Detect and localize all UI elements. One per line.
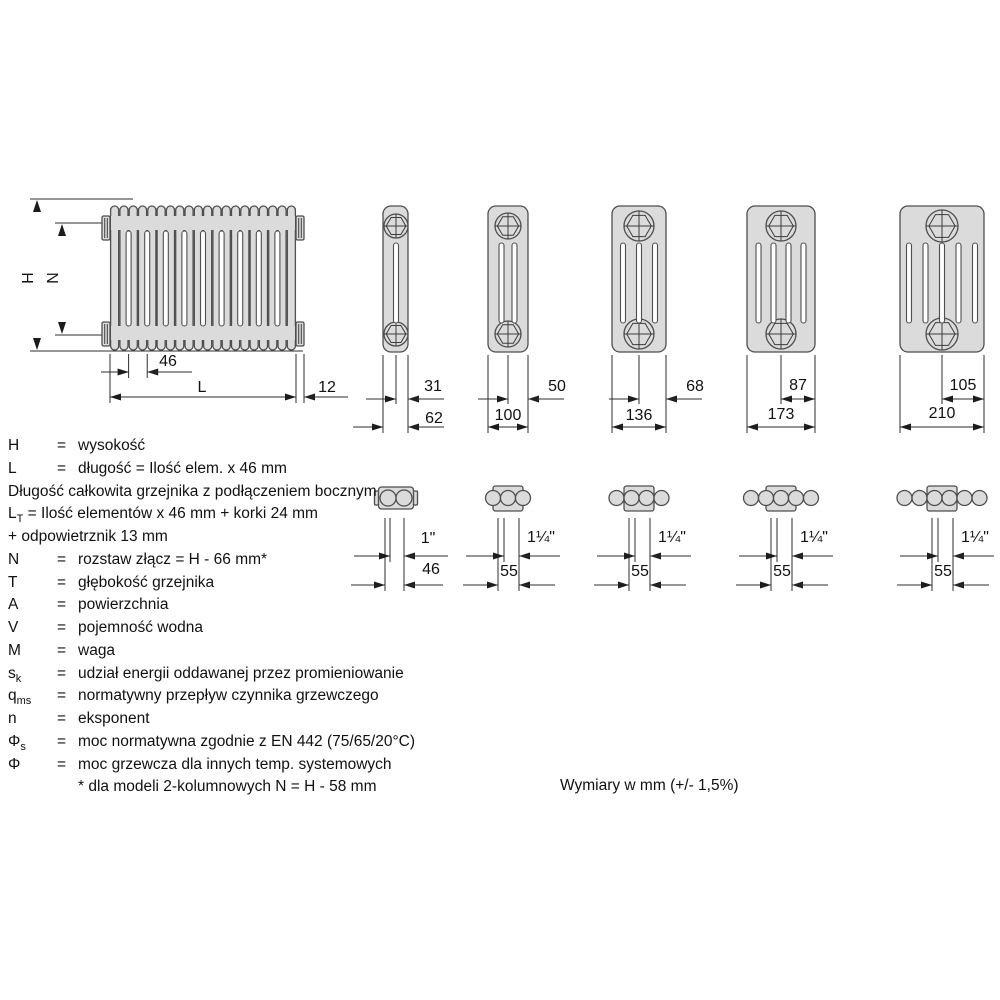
legend-text: waga: [78, 641, 116, 659]
legend-row: [8, 596, 488, 619]
top-connection-dim-3: 1¼": [800, 529, 828, 546]
legend-row: [8, 505, 488, 528]
side-depth-dim-1: 100: [494, 407, 522, 424]
side-view-1: [478, 206, 564, 433]
side-half-depth-dim-0: 31: [424, 378, 442, 395]
legend-text: długość = Ilość elem. x 46 mm: [78, 459, 287, 477]
top-connection-dim-1: 1¼": [527, 529, 555, 546]
side-view-3: [747, 206, 815, 433]
legend-text: moc normatywna zgodnie z EN 442 (75/65/20°C): [78, 732, 416, 750]
legend-text: Długość całkowita grzejnika z podłączeniem bocznym: [8, 482, 377, 500]
legend-text: eksponent: [78, 710, 150, 727]
side-depth-dim-4: 210: [928, 405, 956, 422]
legend-row: [8, 551, 488, 574]
front-dimensions: [101, 354, 348, 403]
legend-symbol: L: [8, 459, 17, 477]
legend-text: głębokość grzejnika: [78, 573, 215, 591]
legend-row: [8, 778, 488, 801]
legend-equals: =: [57, 710, 67, 727]
front-radiator-body: [102, 206, 304, 350]
legend-row: [8, 619, 488, 642]
legend-row: [8, 687, 488, 710]
top-connection-dim-2: 1¼": [658, 529, 686, 546]
legend-row: [8, 460, 488, 483]
legend-symbol: V: [8, 619, 19, 636]
legend-row: [8, 528, 488, 551]
legend-equals: =: [57, 641, 67, 659]
legend-row: [8, 733, 488, 756]
top-hub-width-dim-4: 55: [934, 563, 952, 580]
legend-equals: =: [57, 596, 67, 614]
dimensions-note: Wymiary w mm (+/- 1,5%): [560, 777, 739, 794]
side-half-depth-dim-2: 68: [686, 378, 704, 395]
legend-equals: =: [57, 687, 67, 705]
legend-symbol: N: [8, 550, 20, 568]
legend-text: powierzchnia: [78, 596, 169, 614]
legend-symbol: $s_k$: [8, 664, 22, 685]
front-element-width-dim: 46: [159, 353, 177, 370]
top-connection-dim-4: 1¼": [961, 529, 989, 546]
side-half-depth-dim-4: 105: [949, 377, 977, 394]
legend-row: [8, 642, 488, 665]
top-hub-width-dim-0: 46: [422, 561, 440, 578]
legend-text: moc grzewcza dla innych temp. systemowych: [78, 755, 392, 773]
top-hub-width-dim-1: 55: [500, 563, 518, 580]
legend-row: [8, 437, 488, 460]
legend-text: $L_T$ = Ilość elementów x 46 mm + korki 24 mm: [8, 505, 318, 526]
legend-symbol: T: [8, 573, 18, 591]
top-hub-width-dim-2: 55: [631, 563, 649, 580]
side-depth-dim-3: 173: [767, 406, 795, 423]
side-view-2: [609, 206, 702, 433]
side-half-depth-dim-1: 50: [548, 378, 566, 395]
legend-equals: =: [57, 619, 67, 636]
legend-row: [8, 574, 488, 597]
legend-text: udział energii oddawanej przez promieniowanie: [78, 664, 404, 682]
legend-equals: =: [57, 732, 67, 750]
legend-equals: =: [57, 437, 67, 454]
legend-symbol: n: [8, 710, 17, 727]
legend-row: [8, 710, 488, 733]
legend-symbol: $\Phi_s$: [8, 732, 26, 753]
legend-symbol: Φ: [8, 755, 21, 773]
legend-equals: =: [57, 550, 67, 568]
legend-text: * dla modeli 2-kolumnowych N = H - 58 mm: [78, 778, 377, 796]
legend-text: normatywny przepływ czynnika grzewczego: [78, 687, 379, 705]
legend-row: [8, 665, 488, 688]
legend-symbol: A: [8, 596, 19, 614]
legend-equals: =: [57, 664, 67, 682]
legend-text: pojemność wodna: [78, 619, 203, 636]
side-view-4: [900, 206, 984, 433]
front-connector-spacing-label: N: [43, 272, 60, 284]
front-view: [30, 199, 348, 403]
side-half-depth-dim-3: 87: [789, 377, 807, 394]
front-end-extension-dim: 12: [318, 379, 336, 396]
legend-equals: =: [57, 755, 67, 773]
legend-equals: =: [57, 573, 67, 591]
side-depth-dim-2: 136: [625, 407, 653, 424]
side-depth-dim-0: 62: [425, 410, 443, 427]
legend-row: [8, 756, 488, 779]
side-view-0: [353, 206, 444, 433]
legend-equals: =: [57, 459, 67, 477]
legend-symbol: M: [8, 641, 21, 659]
legend-symbol: H: [8, 437, 20, 454]
front-length-dim: L: [197, 379, 207, 396]
front-height-label: H: [18, 272, 35, 284]
legend-text: wysokość: [78, 437, 146, 454]
legend-text: + odpowietrznik 13 mm: [8, 528, 168, 545]
legend-text: rozstaw złącz = H - 66 mm*: [78, 550, 268, 568]
top-connection-dim-0: 1": [420, 530, 436, 547]
legend-row: [8, 483, 488, 506]
legend: [8, 437, 488, 809]
legend-symbol: $q_{ms}$: [8, 687, 32, 708]
top-hub-width-dim-3: 55: [773, 563, 791, 580]
